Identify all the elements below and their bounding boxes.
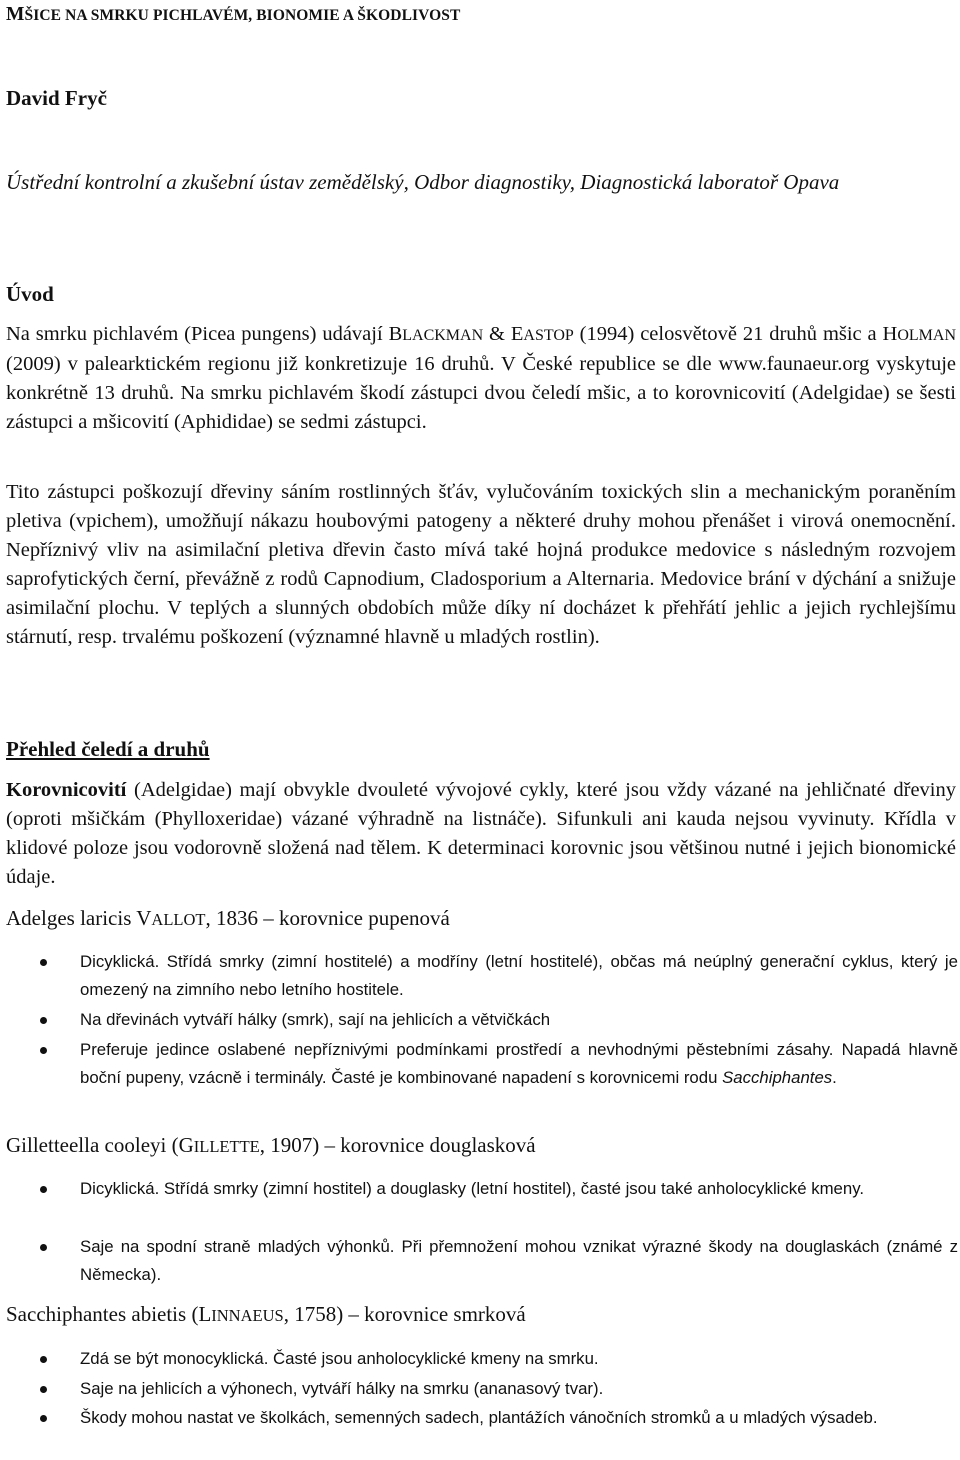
intro-heading: Úvod <box>6 282 54 306</box>
list-item: Škody mohou nastat ve školkách, semenných sadech, plantážích vánočních stromků a u mladých výsadeb. <box>80 1404 958 1432</box>
species-heading: Adelges laricis VALLOT, 1836 – korovnice pupenová <box>6 906 450 930</box>
bullet-icon <box>40 1415 47 1422</box>
bullet-icon <box>40 1017 47 1024</box>
bullet-icon <box>40 1047 47 1054</box>
title-initial: M <box>6 4 25 25</box>
list-item: Preferuje jedince oslabené nepříznivými podmínkami prostředí a nevhodnými pěstebními zásahy. Napadá hlavně boční pupeny, vzácně i terminály. Časté je kombinované napadení s korovnicemi rodu Sacchiphantes. <box>80 1036 958 1092</box>
intro-paragraph-1: Na smrku pichlavém (Picea pungens) udávají BLACKMAN & EASTOP (1994) celosvětově 21 druhů mšic a HOLMAN (2009) v palearktickém regionu již konkretizuje 16 druhů. V České republice se dle www.faunaeur.org vyskytuje konkrétně 13 druhů. Na smrku pichlavém škodí zástupci dvou čeledí mšic, a to korovnicovití (Adelgidae) se šesti zástupci a mšicovití (Aphididae) se sedmi zástupci. <box>6 323 957 433</box>
list-item: Dicyklická. Střídá smrky (zimní hostitelé) a modříny (letní hostitelé), občas má neúplný generační cyklus, který je omezený na zimního nebo letního hostitele. <box>80 948 958 1004</box>
list-item: Zdá se být monocyklická. Časté jsou anholocyklické kmeny na smrku. <box>80 1345 958 1373</box>
author-affiliation: Ústřední kontrolní a zkušební ústav zemědělský, Odbor diagnostiky, Diagnostická laboratoř Opava <box>6 170 840 194</box>
species-heading: Sacchiphantes abietis (LINNAEUS, 1758) – korovnice smrková <box>6 1302 526 1326</box>
species-heading: Gilletteella cooleyi (GILLETTE, 1907) – korovnice douglasková <box>6 1133 536 1157</box>
list-item: Saje na jehlicích a výhonech, vytváří hálky na smrku (ananasový tvar). <box>80 1375 958 1403</box>
title-smallcaps-rest: , BIONOMIE A ŠKODLIVOST <box>248 7 461 24</box>
bullet-icon <box>40 1244 47 1251</box>
intro-paragraph-2: Tito zástupci poškozují dřeviny sáním rostlinných šťáv, vylučováním toxických slin a mechanickým poraněním pletiva (vpichem), umožňují nákazu houbovými patogeny a některé druhy mohou přenášet i virová onemocnění. Nepříznivý vliv na asimilační pletiva dřevin často mívá také hojná produkce medovice s následným rozvojem saprofytických černí, převážně z rodů Capnodium, Cladosporium a Alternaria. Medovice brání v dýchání a snižuje asimilační plochu. V teplých a slunných obdobích může díky ní docházet k přehřátí jehlic a jejich rychlejšímu stárnutí, resp. trvalému poškození (významné hlavně u mladých rostlin). <box>6 481 956 648</box>
title-smallcaps: ŠICE NA SMRKU PICHLAVÉM <box>24 7 249 24</box>
bullet-icon <box>40 1386 47 1393</box>
list-item: Dicyklická. Střídá smrky (zimní hostitel) a douglasky (letní hostitel), časté jsou také anholocyklické kmeny. <box>80 1175 958 1203</box>
bullet-icon <box>40 1356 47 1363</box>
list-item: Saje na spodní straně mladých výhonků. Při přemnožení mohou vznikat výrazné škody na douglaskách (známé z Německa). <box>80 1233 958 1289</box>
bullet-icon <box>40 959 47 966</box>
document-title <box>6 4 460 26</box>
overview-heading: Přehled čeledí a druhů <box>6 737 210 761</box>
bullet-icon <box>40 1186 47 1193</box>
list-item: Na dřevinách vytváří hálky (smrk), sají na jehlicích a větvičkách <box>80 1006 958 1034</box>
author-name: David Fryč <box>6 86 107 110</box>
overview-paragraph: Korovnicovití (Adelgidae) mají obvykle dvouleté vývojové cykly, které jsou vždy vázané na jehličnaté dřeviny (oproti mšičkám (Phylloxeridae) vázané výhradně na listnáče). Sifunkuli ani kauda nejsou vyvinuty. Křídla v klidové poloze jsou vodorovně složená nad tělem. K determinaci korovnic jsou většinou nutné i jejich bionomické údaje. <box>6 779 956 888</box>
